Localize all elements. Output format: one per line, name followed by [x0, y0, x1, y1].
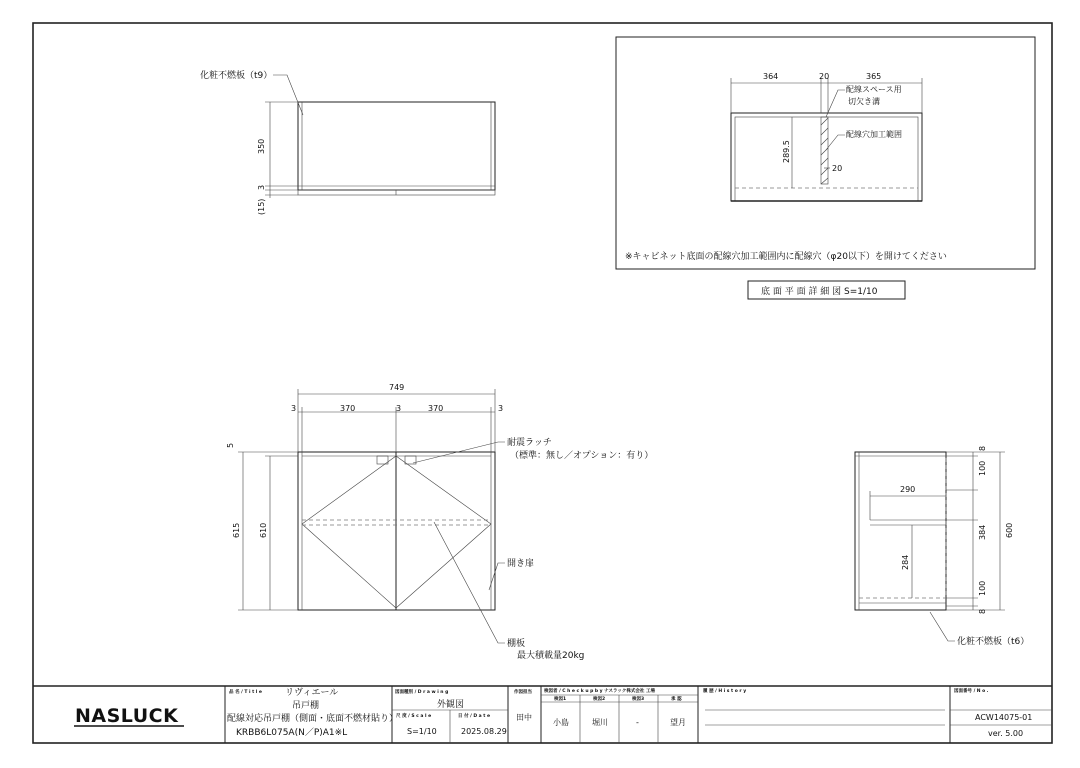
detail-title: 底 面 平 面 詳 細 図 S=1/10	[761, 287, 878, 297]
dim-det-20b: 20	[832, 164, 843, 173]
dim-side-3: 3	[257, 184, 266, 190]
drawing-value: 外観図	[437, 700, 465, 710]
check-v3: -	[636, 718, 639, 727]
dim-sec-100a: 100	[978, 460, 987, 476]
dim-sec-290: 290	[900, 485, 916, 494]
section-board-label: 化粧不燃板（t6）	[957, 637, 1030, 647]
dim-sec-284: 284	[901, 554, 910, 570]
wiring-groove-label: 切欠き溝	[848, 97, 880, 106]
dim-side-15: (15)	[257, 198, 266, 215]
side-view	[265, 75, 495, 198]
scale-label: 尺 度 / S c a l e	[396, 714, 432, 719]
dim-sec-100b: 100	[978, 580, 987, 596]
date-label: 日 付 / D a t e	[458, 714, 491, 719]
dim-det-20a: 20	[819, 72, 830, 81]
dim-sec-8b: 8	[978, 608, 987, 614]
wiring-area-label: 配線穴加工範囲	[846, 130, 902, 139]
dim-front-370a: 370	[340, 404, 356, 413]
drawing-label: 図面種別 / D r a w i n g	[395, 690, 449, 695]
drafter-label: 作図担当	[514, 690, 532, 695]
number-label: 図面番号 / N o .	[954, 689, 989, 694]
title-line-4: KRBB6L075A(N／P)A1※L	[236, 728, 348, 738]
drafter-value: 田中	[516, 713, 532, 722]
check-label: 検図者 / C h e c k u p b y ナスラック株式会社 工場	[544, 689, 655, 694]
dim-front-370b: 370	[428, 404, 444, 413]
history-label: 履 歴 / H i s t o r y	[703, 689, 747, 694]
check-h3: 検図3	[632, 697, 645, 702]
check-v2: 堀川	[592, 718, 608, 727]
dim-front-5: 5	[226, 442, 235, 448]
version-value: ver. 5.00	[988, 729, 1024, 738]
shelf-load-label: 最大積載量20kg	[517, 651, 585, 661]
date-value: 2025.08.29	[461, 727, 507, 736]
title-line-2: 吊戸棚	[292, 701, 320, 711]
title-label: 品 名 / T i t l e	[229, 690, 262, 695]
check-h2: 検図2	[593, 697, 606, 702]
detail-plan	[731, 78, 922, 201]
check-h4: 承 認	[671, 697, 682, 702]
latch-sub-label: （標準：無し／オプション：有り）	[510, 451, 654, 461]
wiring-space-label: 配線スペース用	[846, 85, 902, 94]
dim-front-749: 749	[389, 383, 405, 392]
check-v4: 望月	[670, 718, 686, 727]
dim-front-610: 610	[259, 522, 268, 538]
dim-sec-600: 600	[1005, 522, 1014, 538]
title-block	[33, 686, 1052, 743]
latch-label: 耐震ラッチ	[507, 438, 552, 448]
dim-sec-8a: 8	[978, 445, 987, 451]
scale-value: S=1/10	[407, 727, 437, 736]
dim-det-365: 365	[866, 72, 882, 81]
logo: NASLUCK	[75, 705, 179, 727]
shelf-label: 棚板	[507, 639, 526, 649]
dim-side-350: 350	[257, 138, 266, 154]
side-board-label: 化粧不燃板（t9）	[200, 71, 273, 81]
detail-note: ※キャビネット底面の配線穴加工範囲内に配線穴（φ20以下）を開けてください	[625, 252, 947, 262]
front-view	[238, 389, 505, 643]
check-v1: 小島	[553, 718, 569, 727]
dim-front-615: 615	[232, 522, 241, 538]
dim-det-364: 364	[763, 72, 779, 81]
number-value: ACW14075-01	[975, 713, 1033, 722]
door-label: 開き扉	[507, 559, 535, 569]
dim-sec-384: 384	[978, 524, 987, 540]
dim-front-3b: 3	[396, 404, 402, 413]
dim-front-3a: 3	[291, 404, 297, 413]
dim-det-289: 289.5	[782, 140, 791, 163]
dim-front-3c: 3	[498, 404, 504, 413]
title-line-1: リヴィエール	[285, 688, 339, 698]
title-line-3: 配線対応吊戸棚（側面・底面不燃材貼り）	[227, 714, 399, 724]
check-h1: 検図1	[554, 697, 567, 702]
